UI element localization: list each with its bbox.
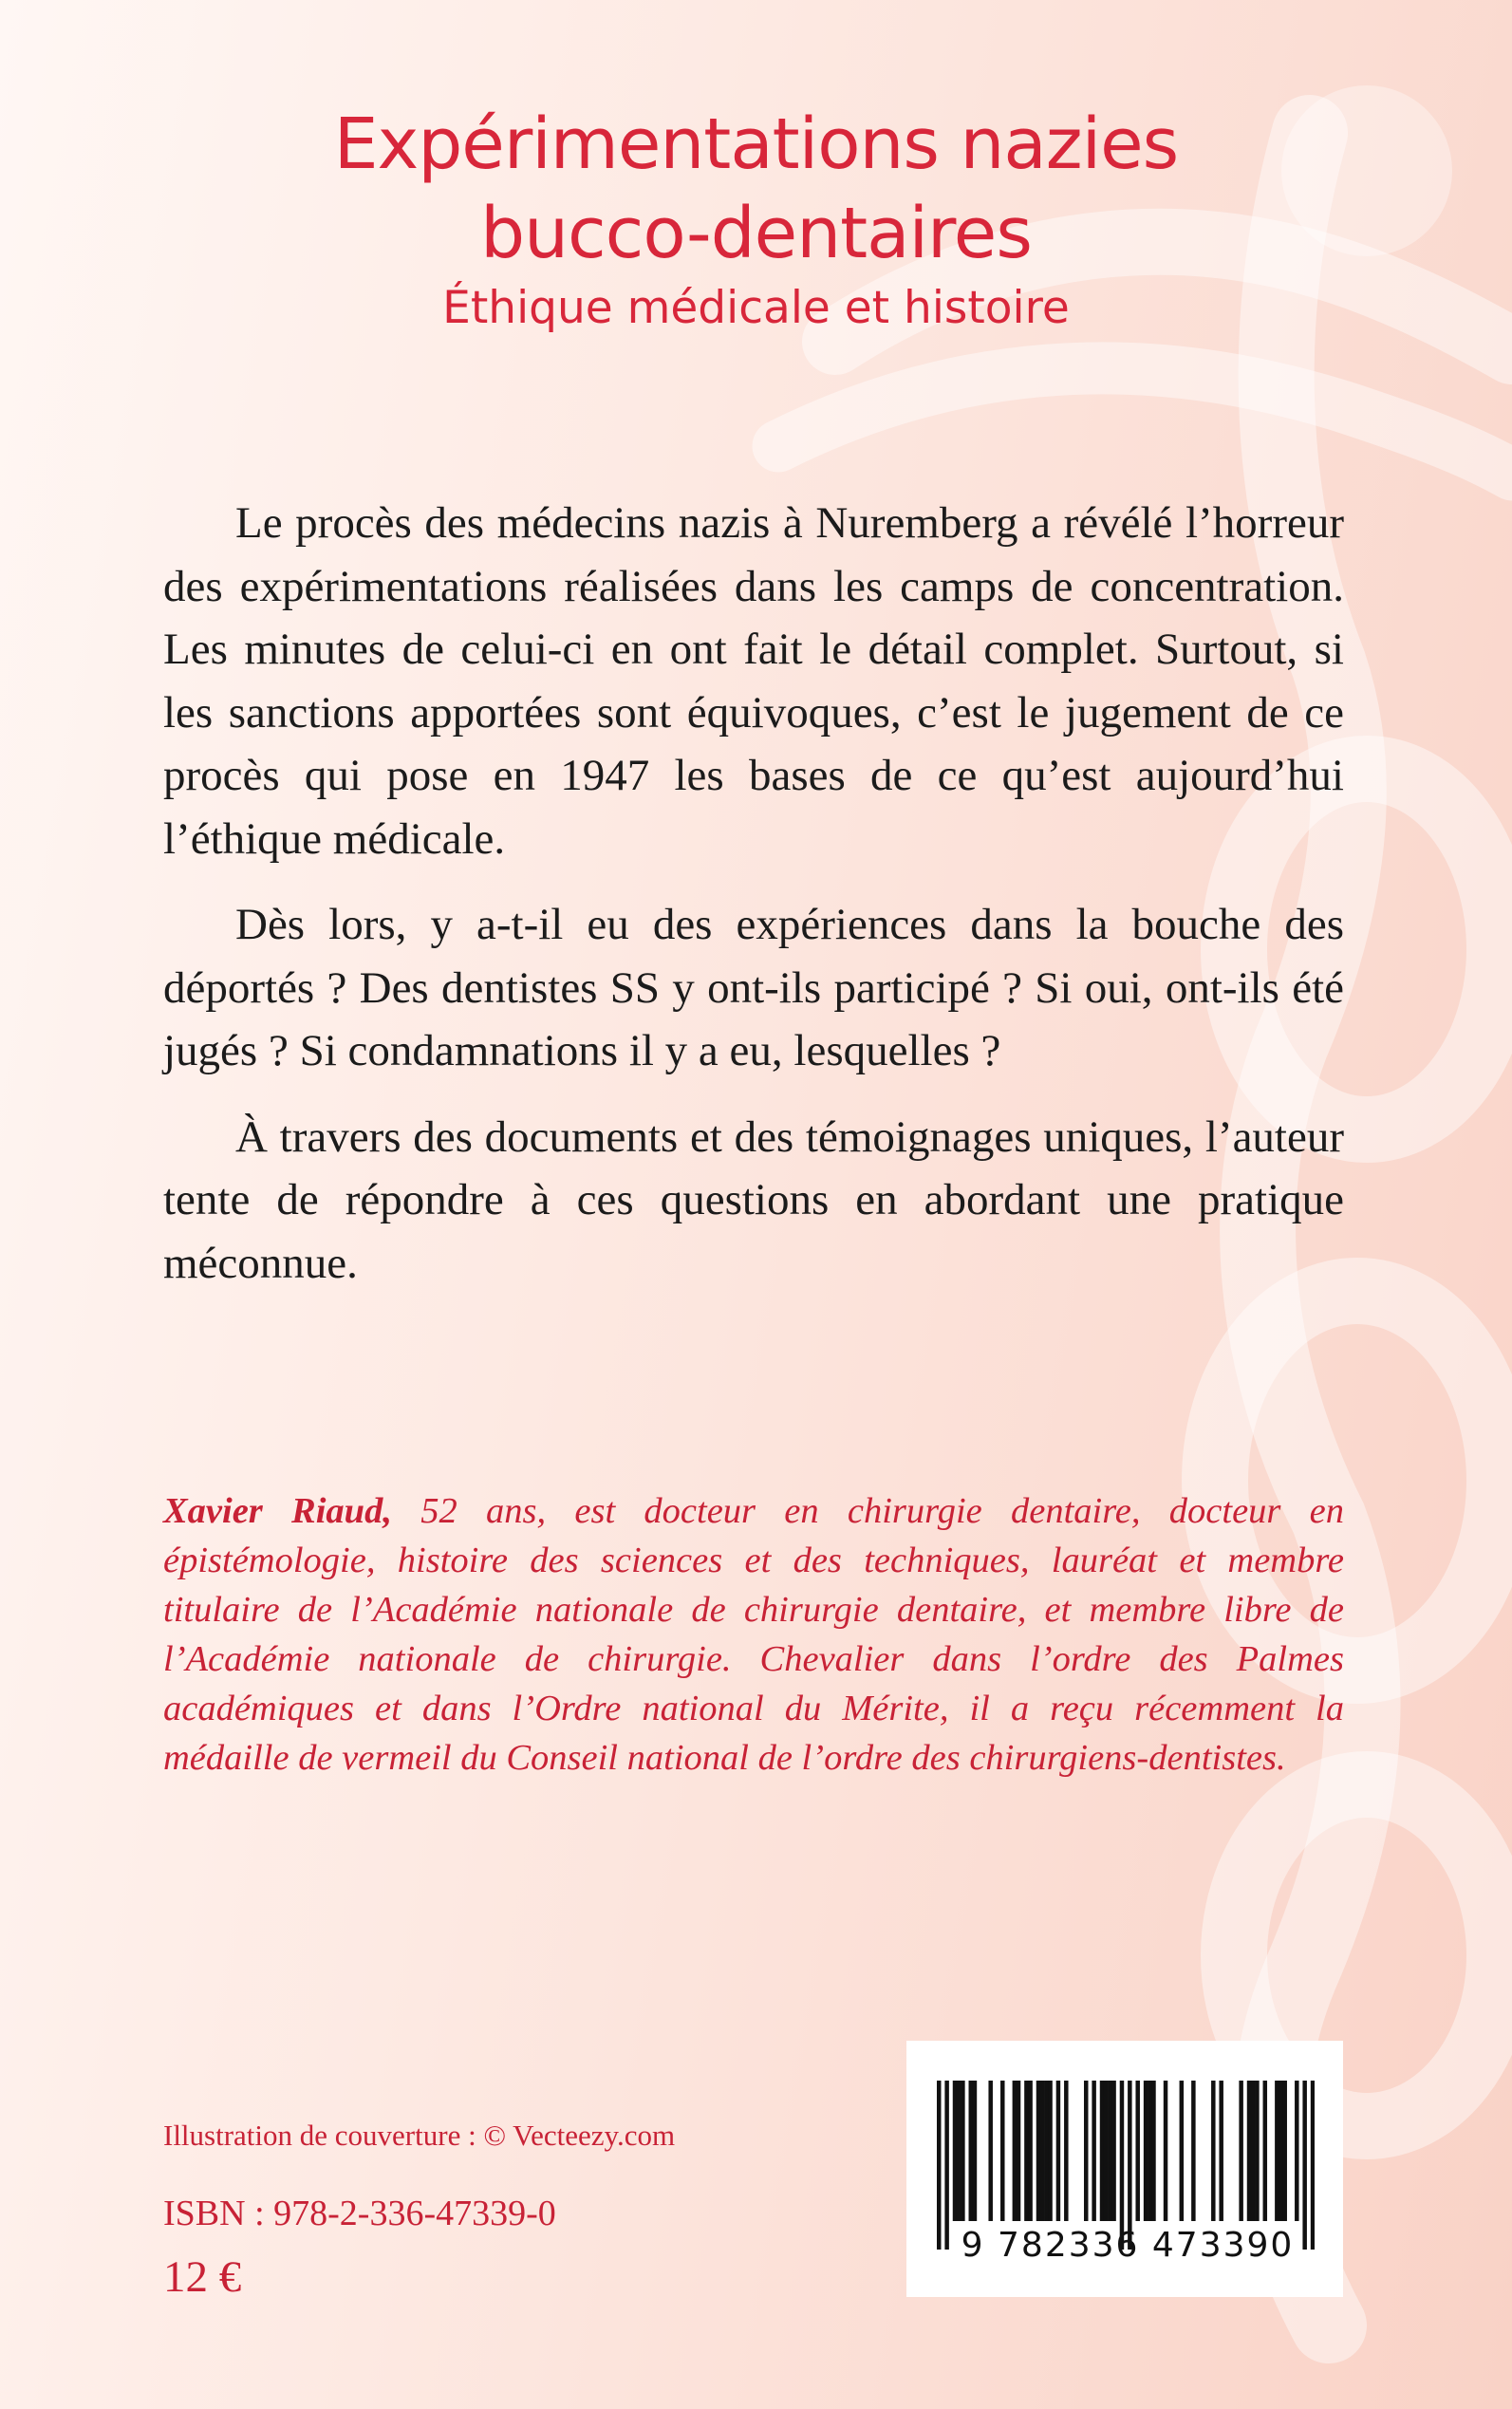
barcode-bar xyxy=(1211,2081,1215,2221)
barcode-bar xyxy=(1100,2081,1104,2221)
price: 12 € xyxy=(163,2252,242,2302)
barcode-bar xyxy=(1148,2081,1151,2221)
barcode-bar xyxy=(988,2081,992,2221)
barcode-digits: 9 782336 473390 xyxy=(961,2226,1295,2265)
barcode-bar xyxy=(1111,2081,1115,2221)
barcode xyxy=(906,2041,1343,2297)
barcode-bar xyxy=(1263,2081,1267,2221)
barcode-bar xyxy=(1275,2081,1279,2221)
barcode-bar xyxy=(1219,2081,1223,2221)
barcode-bar xyxy=(1048,2081,1052,2221)
book-subtitle: Éthique médicale et histoire xyxy=(442,282,1070,334)
barcode-bar xyxy=(1151,2081,1155,2221)
barcode-bar xyxy=(1279,2081,1282,2221)
barcode-bar xyxy=(1064,2081,1068,2221)
barcode-bar xyxy=(1044,2081,1048,2221)
isbn: ISBN : 978-2-336-47339-0 xyxy=(163,2194,556,2233)
book-title-line-1: Expérimentations nazies xyxy=(333,103,1179,185)
barcode-bar xyxy=(1092,2081,1095,2221)
barcode-bar xyxy=(1135,2081,1139,2221)
barcode-bar xyxy=(1108,2081,1111,2221)
summary-paragraph: Le procès des médecins nazis à Nuremberg a révélé l’horreur des expérimentations réalisées dans les camps de concentration. Les minutes de celui-ci en ont fait le détail complet. Surtout, si les sanctions apportées sont équivoques, c’est le jugement de ce procès qui pose en 1947 les bases de ce qu’est aujourd’hui l’éthique médicale. xyxy=(163,498,1344,864)
summary-paragraph: À travers des documents et des témoignages uniques, l’auteur tente de répondre à ces questions en abordant une pratique méconnue. xyxy=(163,1111,1344,1288)
author-bio xyxy=(163,1486,1344,1783)
author-bio-text: 52 ans, est docteur en chirurgie dentaire, docteur en épistémologie, histoire des sciences et des techniques, lauréat et membre titulaire de l’Académie nationale de chirurgie dentaire, et membre libre de l’Académie nationale de chirurgie. Chevalier dans l’ordre des Palmes académiques et dans l’Ordre national du Mérite, il a reçu récemment la médaille de vermeil du Conseil national de l’ordre des chirurgiens-dentistes. xyxy=(163,1491,1344,1778)
barcode-bar xyxy=(1084,2081,1088,2221)
barcode-bar xyxy=(957,2081,961,2221)
credits xyxy=(163,2117,675,2155)
barcode-bar xyxy=(969,2081,973,2221)
barcode-bar xyxy=(1036,2081,1040,2221)
barcode-bar xyxy=(953,2081,957,2221)
barcode-bar xyxy=(1164,2081,1167,2221)
barcode-bar xyxy=(1251,2081,1255,2221)
barcode-bar xyxy=(1295,2081,1298,2221)
barcode-bar xyxy=(1144,2081,1148,2221)
barcode-bar xyxy=(1028,2081,1032,2221)
barcode-bar xyxy=(1255,2081,1259,2221)
barcode-bar xyxy=(1040,2081,1044,2221)
barcode-bar xyxy=(1056,2081,1060,2221)
book-summary xyxy=(163,492,1344,1317)
author-name: Xavier Riaud, xyxy=(163,1491,392,1531)
book-title-line-2: bucco-dentaires xyxy=(480,193,1032,274)
barcode-bar xyxy=(1017,2081,1020,2221)
barcode-bar xyxy=(1000,2081,1004,2221)
barcode-bar xyxy=(1013,2081,1017,2221)
barcode-bar xyxy=(1247,2081,1251,2221)
barcode-bar xyxy=(961,2081,964,2221)
barcode-bar xyxy=(973,2081,977,2221)
illustration-credit: Illustration de couverture : © Vecteezy.com xyxy=(163,2119,676,2152)
summary-paragraph: Dès lors, y a-t-il eu des expériences dans la bouche des déportés ? Des dentistes SS y ont-ils participé ? Si oui, ont-ils été jugés ? Si condamnations il y a eu, lesquelles ? xyxy=(163,900,1344,1075)
barcode-bar xyxy=(1104,2081,1108,2221)
barcode-bar xyxy=(1024,2081,1028,2221)
barcode-bar xyxy=(1180,2081,1184,2221)
barcode-bar xyxy=(1191,2081,1195,2221)
barcode-bar xyxy=(1239,2081,1242,2221)
title-block xyxy=(0,100,1512,337)
barcode-bar xyxy=(1282,2081,1286,2221)
